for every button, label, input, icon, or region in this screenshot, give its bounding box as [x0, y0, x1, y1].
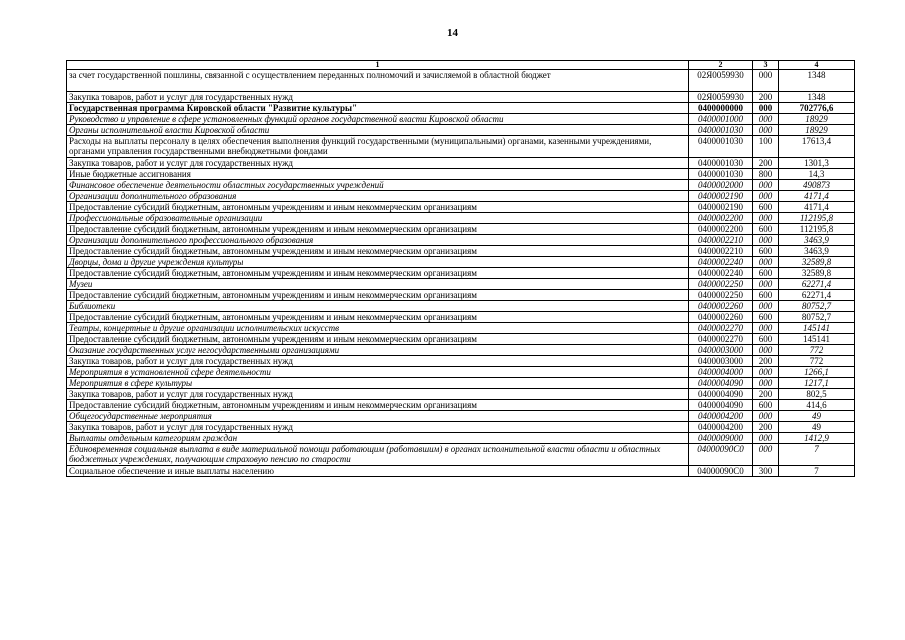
- row-sum-cell: 62271,4: [779, 290, 855, 301]
- table-row: [67, 158, 855, 169]
- row-code-cell: 0400002200: [689, 224, 753, 235]
- row-type-cell: 000: [753, 114, 779, 125]
- row-code-cell: 0400002200: [689, 213, 753, 224]
- row-name-cell: Мероприятия в сфере культуры: [67, 378, 689, 389]
- row-code-cell: 0400001030: [689, 125, 753, 136]
- row-sum-cell: 62271,4: [779, 279, 855, 290]
- row-sum-cell: 32589,8: [779, 268, 855, 279]
- row-code-cell: 0400002240: [689, 257, 753, 268]
- row-type-cell: 000: [753, 301, 779, 312]
- row-type-cell: 600: [753, 400, 779, 411]
- row-name-cell: Театры, концертные и другие организации исполнительских искусств: [67, 323, 689, 334]
- row-sum-cell: 112195,8: [779, 213, 855, 224]
- row-sum-cell: 14,3: [779, 169, 855, 180]
- table-header-row: [67, 61, 855, 70]
- row-code-cell: 02Я0059930: [689, 92, 753, 103]
- row-code-cell: 0400002250: [689, 290, 753, 301]
- row-type-cell: 600: [753, 246, 779, 257]
- table-row: [67, 70, 855, 92]
- row-sum-cell: 414,6: [779, 400, 855, 411]
- row-sum-cell: 80752,7: [779, 301, 855, 312]
- row-sum-cell: 7: [779, 466, 855, 477]
- row-type-cell: 200: [753, 356, 779, 367]
- column-header: 3: [753, 61, 779, 70]
- row-code-cell: 0400002250: [689, 279, 753, 290]
- row-name-cell: Общегосударственные мероприятия: [67, 411, 689, 422]
- row-code-cell: 0400004200: [689, 411, 753, 422]
- table-row: [67, 92, 855, 103]
- row-code-cell: 0400002240: [689, 268, 753, 279]
- table-row: [67, 103, 855, 114]
- row-code-cell: 0400002000: [689, 180, 753, 191]
- table-row: [67, 213, 855, 224]
- row-sum-cell: 1348: [779, 70, 855, 92]
- row-name-cell: Организации дополнительного образования: [67, 191, 689, 202]
- table-row: [67, 356, 855, 367]
- row-code-cell: 0400004090: [689, 389, 753, 400]
- table-row: [67, 191, 855, 202]
- row-sum-cell: 18929: [779, 114, 855, 125]
- row-sum-cell: 1301,3: [779, 158, 855, 169]
- row-sum-cell: 32589,8: [779, 257, 855, 268]
- row-code-cell: 0400002270: [689, 323, 753, 334]
- table-row: [67, 235, 855, 246]
- row-type-cell: 000: [753, 345, 779, 356]
- row-name-cell: Предоставление субсидий бюджетным, автономным учреждениям и иным некоммерческим организациям: [67, 312, 689, 323]
- row-type-cell: 000: [753, 279, 779, 290]
- row-name-cell: Предоставление субсидий бюджетным, автономным учреждениям и иным некоммерческим организациям: [67, 246, 689, 257]
- row-type-cell: 600: [753, 224, 779, 235]
- row-code-cell: 0400001030: [689, 158, 753, 169]
- row-name-cell: Музеи: [67, 279, 689, 290]
- row-type-cell: 000: [753, 323, 779, 334]
- row-code-cell: 0400004000: [689, 367, 753, 378]
- row-code-cell: 02Я0059930: [689, 70, 753, 92]
- row-name-cell: Закупка товаров, работ и услуг для государственных нужд: [67, 158, 689, 169]
- row-type-cell: 000: [753, 411, 779, 422]
- row-code-cell: 0400002210: [689, 235, 753, 246]
- column-header: 2: [689, 61, 753, 70]
- row-code-cell: 0400009000: [689, 433, 753, 444]
- row-code-cell: 0400002190: [689, 202, 753, 213]
- row-type-cell: 800: [753, 169, 779, 180]
- row-type-cell: 000: [753, 235, 779, 246]
- table-row: [67, 334, 855, 345]
- row-name-cell: Организации дополнительного профессионального образования: [67, 235, 689, 246]
- table-row: [67, 246, 855, 257]
- row-type-cell: 000: [753, 257, 779, 268]
- row-sum-cell: 18929: [779, 125, 855, 136]
- row-code-cell: 0400002270: [689, 334, 753, 345]
- column-header: 1: [67, 61, 689, 70]
- row-name-cell: за счет государственной пошлины, связанной с осуществлением переданных полномочий и зачисляемой в областной бюджет: [67, 70, 689, 92]
- budget-table: [66, 60, 855, 477]
- row-name-cell: Расходы на выплаты персоналу в целях обеспечения выполнения функций государственными (муниципальными) органами, казенными учреждениями, органами управления государственными внебюджетными фондами: [67, 136, 689, 158]
- table-row: [67, 422, 855, 433]
- row-type-cell: 600: [753, 268, 779, 279]
- row-name-cell: Органы исполнительной власти Кировской области: [67, 125, 689, 136]
- table-row: [67, 169, 855, 180]
- row-code-cell: 0400001030: [689, 169, 753, 180]
- row-name-cell: Закупка товаров, работ и услуг для государственных нужд: [67, 389, 689, 400]
- table-row: [67, 290, 855, 301]
- row-code-cell: 0400002260: [689, 301, 753, 312]
- row-code-cell: 0400001030: [689, 136, 753, 158]
- page-number: 14: [447, 27, 458, 39]
- row-name-cell: Государственная программа Кировской области "Развитие культуры": [67, 103, 689, 114]
- row-sum-cell: 1348: [779, 92, 855, 103]
- table-row: [67, 268, 855, 279]
- row-name-cell: Закупка товаров, работ и услуг для государственных нужд: [67, 422, 689, 433]
- row-name-cell: Социальное обеспечение и иные выплаты населению: [67, 466, 689, 477]
- row-code-cell: 0400004090: [689, 378, 753, 389]
- row-sum-cell: 702776,6: [779, 103, 855, 114]
- row-name-cell: Предоставление субсидий бюджетным, автономным учреждениям и иным некоммерческим организациям: [67, 202, 689, 213]
- table-row: [67, 345, 855, 356]
- row-name-cell: Руководство и управление в сфере установленных функций органов государственной власти Кировской области: [67, 114, 689, 125]
- row-code-cell: 0400004090: [689, 400, 753, 411]
- row-name-cell: Финансовое обеспечение деятельности областных государственных учреждений: [67, 180, 689, 191]
- row-sum-cell: 3463,9: [779, 235, 855, 246]
- row-type-cell: 200: [753, 158, 779, 169]
- row-name-cell: Предоставление субсидий бюджетным, автономным учреждениям и иным некоммерческим организациям: [67, 334, 689, 345]
- row-code-cell: 0400003000: [689, 356, 753, 367]
- row-type-cell: 000: [753, 103, 779, 114]
- row-sum-cell: 4171,4: [779, 202, 855, 213]
- row-type-cell: 200: [753, 92, 779, 103]
- row-name-cell: Закупка товаров, работ и услуг для государственных нужд: [67, 92, 689, 103]
- row-type-cell: 600: [753, 202, 779, 213]
- row-sum-cell: 17613,4: [779, 136, 855, 158]
- row-sum-cell: 1266,1: [779, 367, 855, 378]
- row-code-cell: 0400004200: [689, 422, 753, 433]
- table-row: [67, 301, 855, 312]
- row-name-cell: Профессиональные образовательные организации: [67, 213, 689, 224]
- table-row: [67, 411, 855, 422]
- table-row: [67, 125, 855, 136]
- row-name-cell: Мероприятия в установленной сфере деятельности: [67, 367, 689, 378]
- row-type-cell: 000: [753, 70, 779, 92]
- table-row: [67, 180, 855, 191]
- row-sum-cell: 3463,9: [779, 246, 855, 257]
- row-code-cell: 0400000000: [689, 103, 753, 114]
- row-type-cell: 000: [753, 367, 779, 378]
- row-name-cell: Иные бюджетные ассигнования: [67, 169, 689, 180]
- row-code-cell: 0400002260: [689, 312, 753, 323]
- table-row: [67, 367, 855, 378]
- table-row: [67, 400, 855, 411]
- row-sum-cell: 80752,7: [779, 312, 855, 323]
- row-type-cell: 000: [753, 433, 779, 444]
- row-type-cell: 600: [753, 312, 779, 323]
- table-row: [67, 466, 855, 477]
- row-name-cell: Дворцы, дома и другие учреждения культуры: [67, 257, 689, 268]
- row-type-cell: 100: [753, 136, 779, 158]
- row-sum-cell: 49: [779, 422, 855, 433]
- row-type-cell: 000: [753, 378, 779, 389]
- row-sum-cell: 490873: [779, 180, 855, 191]
- row-sum-cell: 145141: [779, 323, 855, 334]
- row-name-cell: Единовременная социальная выплата в виде материальной помощи работающим (работавшим) в органах исполнительной власти области и областных бюджетных учреждениях, получающим страховую пенсию по старости: [67, 444, 689, 466]
- table-row: [67, 202, 855, 213]
- row-code-cell: 04000090C0: [689, 444, 753, 466]
- table-row: [67, 389, 855, 400]
- row-code-cell: 0400003000: [689, 345, 753, 356]
- table-row: [67, 136, 855, 158]
- table-row: [67, 114, 855, 125]
- table-row: [67, 433, 855, 444]
- column-header: 4: [779, 61, 855, 70]
- row-name-cell: Библиотеки: [67, 301, 689, 312]
- row-type-cell: 000: [753, 125, 779, 136]
- row-sum-cell: 7: [779, 444, 855, 466]
- row-sum-cell: 145141: [779, 334, 855, 345]
- row-code-cell: 0400002190: [689, 191, 753, 202]
- row-type-cell: 300: [753, 466, 779, 477]
- table-row: [67, 279, 855, 290]
- row-name-cell: Предоставление субсидий бюджетным, автономным учреждениям и иным некоммерческим организациям: [67, 290, 689, 301]
- row-sum-cell: 49: [779, 411, 855, 422]
- row-name-cell: Предоставление субсидий бюджетным, автономным учреждениям и иным некоммерческим организациям: [67, 400, 689, 411]
- row-sum-cell: 772: [779, 356, 855, 367]
- table-row: [67, 312, 855, 323]
- row-name-cell: Выплаты отдельным категориям граждан: [67, 433, 689, 444]
- row-sum-cell: 1217,1: [779, 378, 855, 389]
- row-type-cell: 200: [753, 389, 779, 400]
- row-sum-cell: 112195,8: [779, 224, 855, 235]
- row-code-cell: 04000090C0: [689, 466, 753, 477]
- table-row: [67, 323, 855, 334]
- table-row: [67, 224, 855, 235]
- row-code-cell: 0400001000: [689, 114, 753, 125]
- row-type-cell: 000: [753, 191, 779, 202]
- row-sum-cell: 802,5: [779, 389, 855, 400]
- row-type-cell: 000: [753, 444, 779, 466]
- table-row: [67, 444, 855, 466]
- row-sum-cell: 772: [779, 345, 855, 356]
- row-type-cell: 200: [753, 422, 779, 433]
- row-type-cell: 000: [753, 213, 779, 224]
- row-name-cell: Оказание государственных услуг негосударственными организациями: [67, 345, 689, 356]
- row-type-cell: 000: [753, 180, 779, 191]
- table-row: [67, 257, 855, 268]
- table-row: [67, 378, 855, 389]
- row-type-cell: 600: [753, 290, 779, 301]
- row-name-cell: Закупка товаров, работ и услуг для государственных нужд: [67, 356, 689, 367]
- row-name-cell: Предоставление субсидий бюджетным, автономным учреждениям и иным некоммерческим организациям: [67, 268, 689, 279]
- row-sum-cell: 4171,4: [779, 191, 855, 202]
- row-type-cell: 600: [753, 334, 779, 345]
- row-name-cell: Предоставление субсидий бюджетным, автономным учреждениям и иным некоммерческим организациям: [67, 224, 689, 235]
- row-sum-cell: 1412,9: [779, 433, 855, 444]
- row-code-cell: 0400002210: [689, 246, 753, 257]
